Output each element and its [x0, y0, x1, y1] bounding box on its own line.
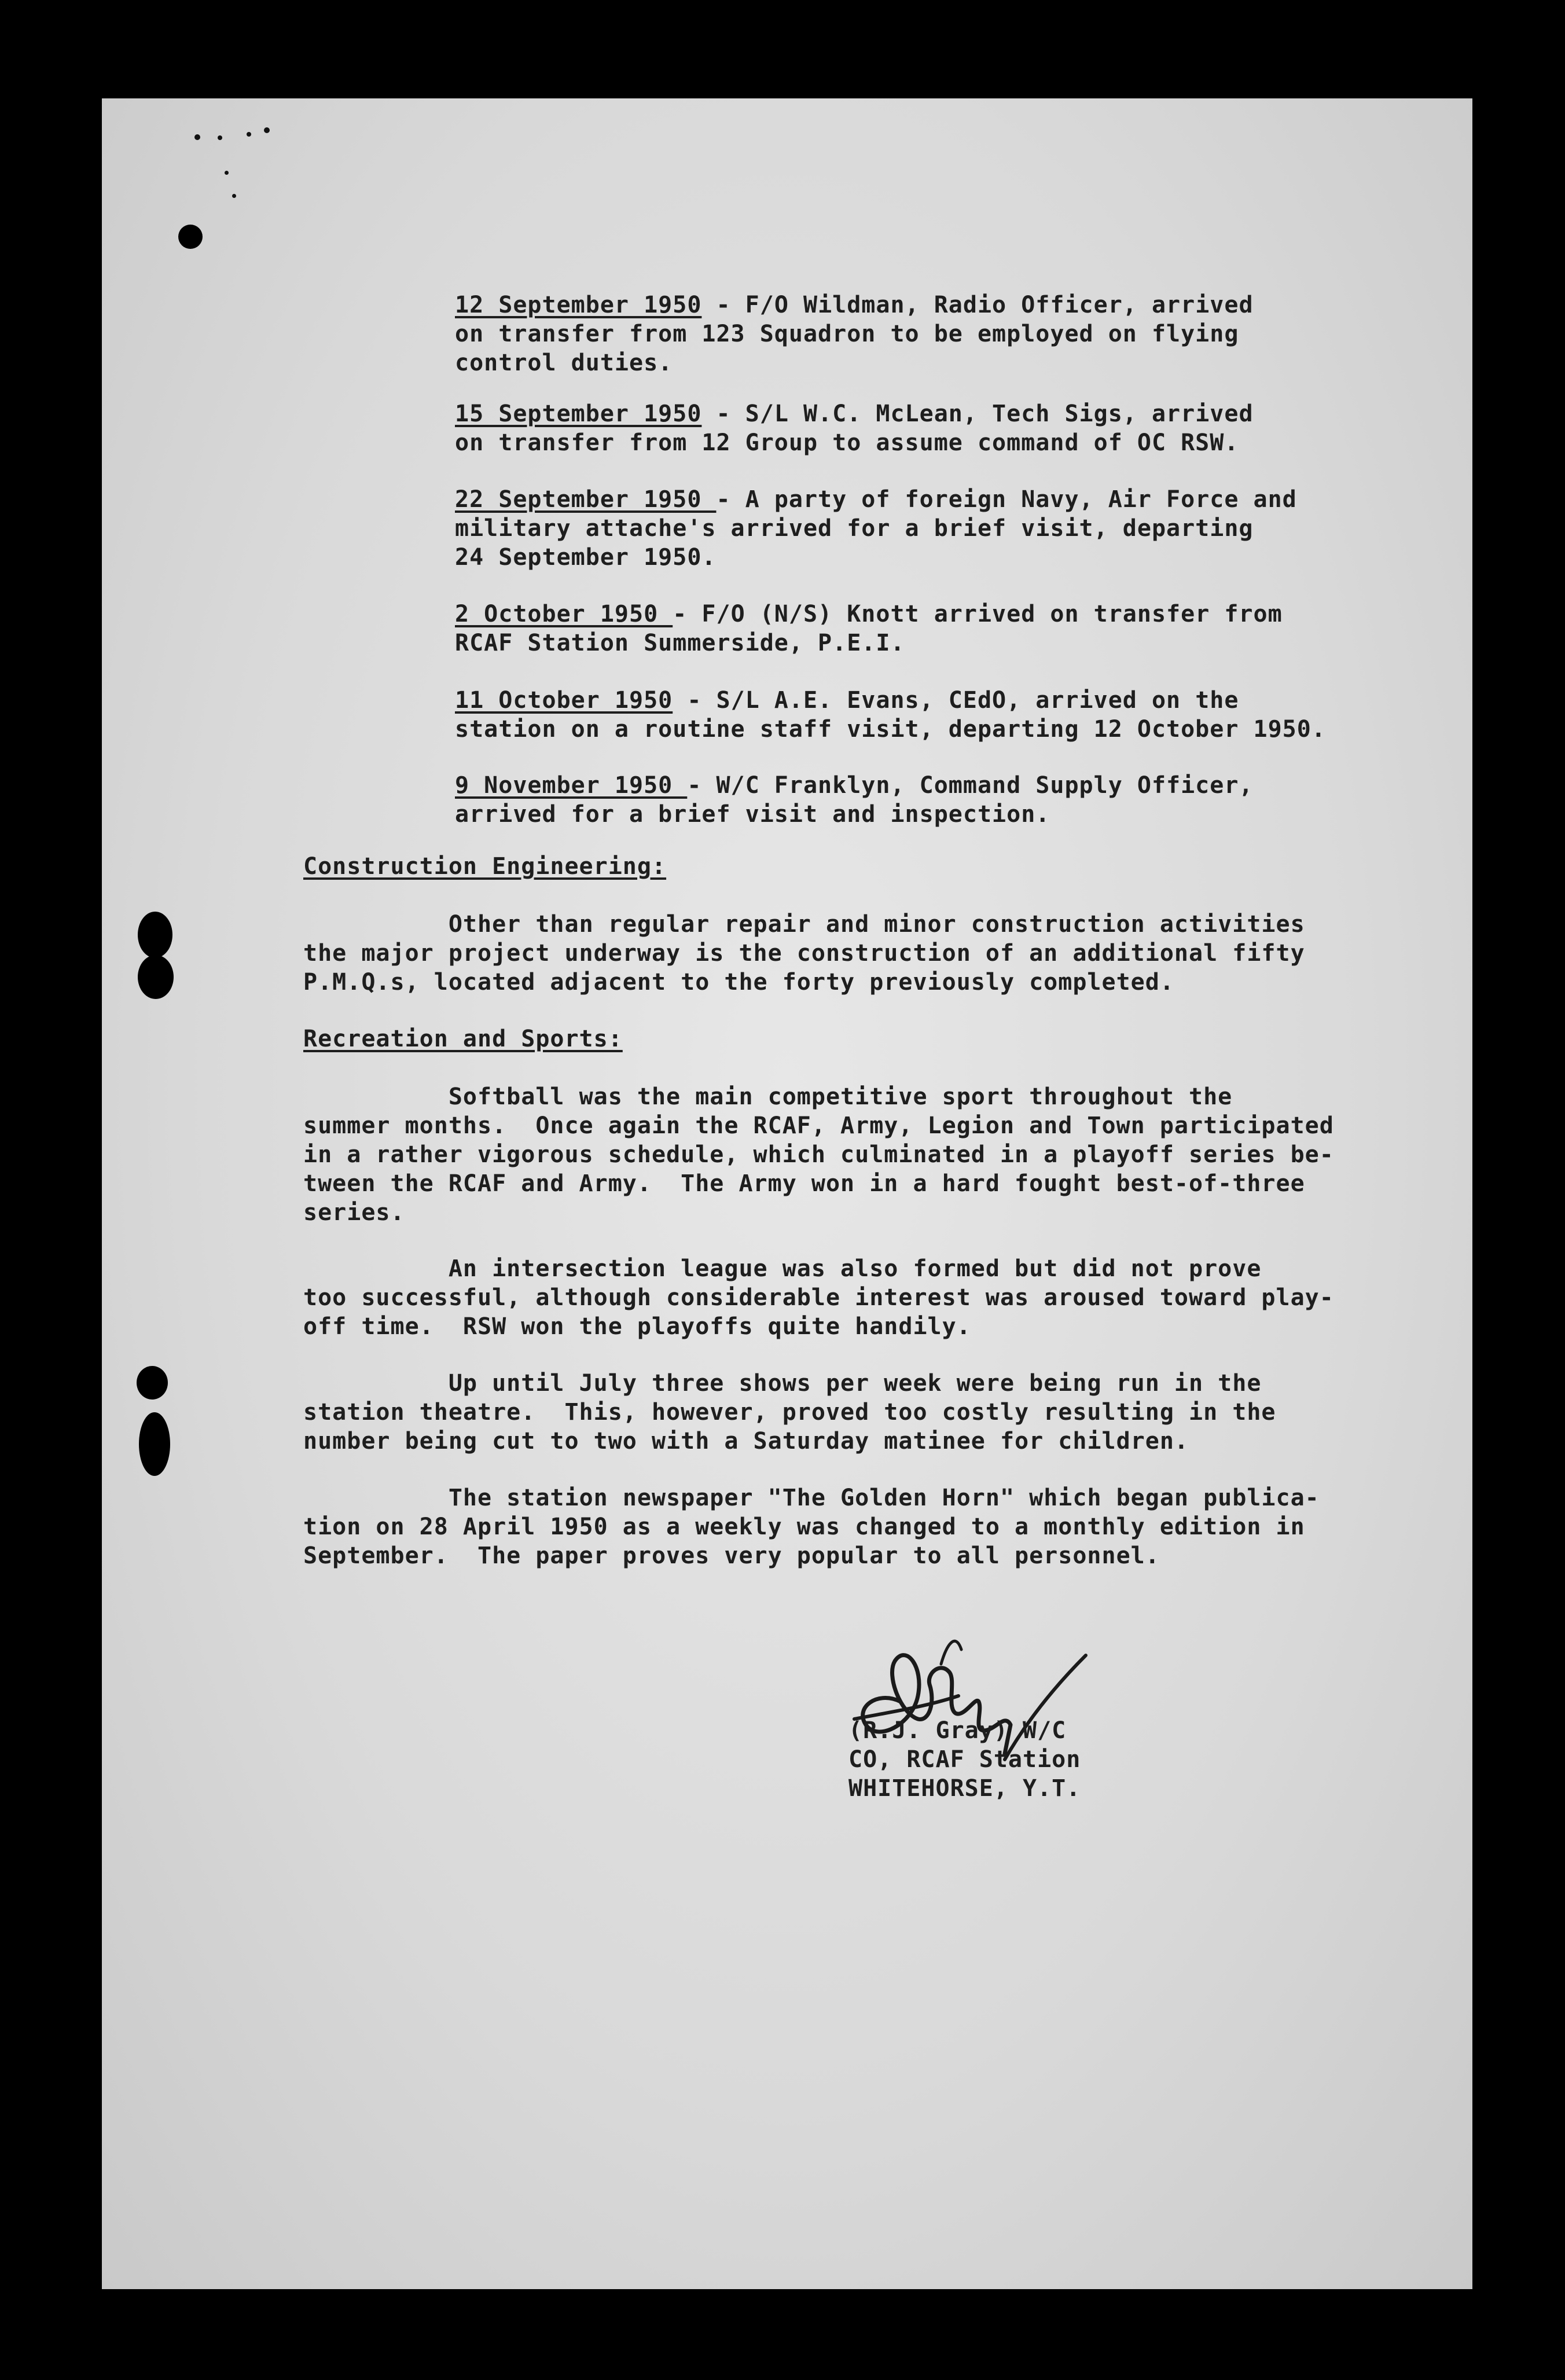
entry-text: - F/O (N/S) Knott arrived on transfer from RCAF Station Summerside, P.E.I.: [455, 601, 1283, 656]
entry-text: - W/C Franklyn, Command Supply Officer, arrived for a brief visit and inspection.: [455, 772, 1254, 828]
signature-name: (R.J. Gray) W/C: [848, 1717, 1067, 1744]
entry-text: - F/O Wildman, Radio Officer, arrived on transfer from 123 Squadron to be employed on flying control duties.: [455, 292, 1254, 376]
document-page: [102, 98, 1472, 2289]
entry-text: - S/L A.E. Evans, CEdO, arrived on the station on a routine staff visit, departing 12 October 1950.: [455, 687, 1326, 743]
entry-22-september: [455, 485, 1427, 572]
entry-text: - A party of foreign Navy, Air Force and military attache's arrived for a brief visit, departing 24 September 1950.: [455, 486, 1297, 571]
entry-date: 12 September 1950: [455, 292, 702, 318]
entry-2-october: [455, 600, 1427, 658]
paragraph-newspaper: The station newspaper "The Golden Horn" which began publica- tion on 28 April 1950 as a weekly was changed to a monthly edition in September. The paper proves very popular to all personnel.: [303, 1485, 1320, 1569]
entry-date: 11 October 1950: [455, 687, 673, 714]
entry-12-september: [455, 291, 1427, 377]
signature-title: CO, RCAF Station: [848, 1746, 1081, 1773]
entry-date: 9 November 1950: [455, 772, 688, 799]
signature-block: [848, 1716, 1081, 1803]
document-text: [102, 98, 1472, 2289]
paragraph-construction: Other than regular repair and minor construction activities the major project underway is the construction of an additional fifty P.M.Q.s, located adjacent to the forty previously completed.: [303, 911, 1305, 996]
entry-11-october: [455, 686, 1427, 744]
paragraph-intersection-league: An intersection league was also formed but did not prove too successful, although considerable interest was aroused toward play- off time. RSW won the playoffs quite handily.: [303, 1255, 1334, 1340]
signature-location: WHITEHORSE, Y.T.: [848, 1775, 1081, 1802]
heading-recreation-and-sports: Recreation and Sports:: [303, 1026, 623, 1052]
entry-15-september: [455, 399, 1427, 457]
entry-date: 15 September 1950: [455, 401, 702, 427]
entry-date: 2 October 1950: [455, 601, 673, 627]
entry-text: - S/L W.C. McLean, Tech Sigs, arrived on transfer from 12 Group to assume command of OC RSW.: [455, 401, 1254, 456]
entry-date: 22 September 1950: [455, 486, 717, 513]
paragraph-softball: Softball was the main competitive sport throughout the summer months. Once again the RCAF, Army, Legion and Town participated in a rather vigorous schedule, which culminated in a playoff series be- tween the RCAF and Army. The Army won in a hard fought best-of-three series.: [303, 1084, 1334, 1226]
paragraph-theatre-shows: Up until July three shows per week were being run in the station theatre. This, however, proved too costly resulting in the number being cut to two with a Saturday matinee for children.: [303, 1370, 1276, 1455]
heading-construction-engineering: Construction Engineering:: [303, 853, 667, 880]
entry-9-november: [455, 771, 1427, 829]
